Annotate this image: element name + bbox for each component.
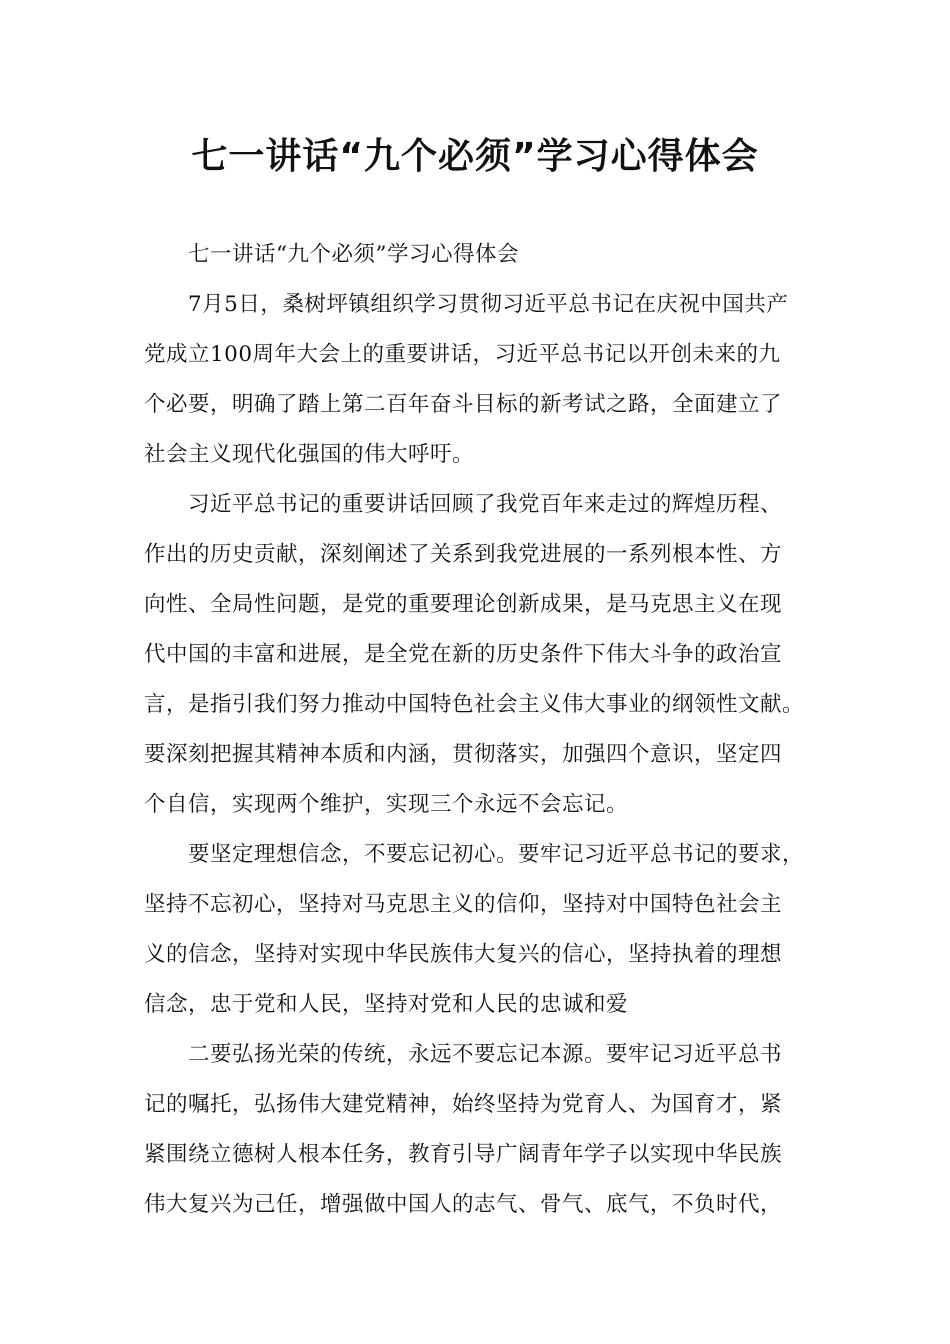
body-line: 信念，忠于党和人民，坚持对党和人民的忠诚和爱 <box>144 992 629 1017</box>
body-line: 个必要，明确了踏上第二百年奋斗目标的新考试之路，全面建立了 <box>144 392 783 417</box>
body-line: 社会主义现代化强国的伟大呼吁。 <box>144 442 475 467</box>
body-line: 作出的历史贡献，深刻阐述了关系到我党进展的一系列根本性、方 <box>144 542 783 567</box>
document-body <box>144 230 824 1230</box>
body-line: 要坚定理想信念，不要忘记初心。要牢记习近平总书记的要求， <box>188 842 805 867</box>
body-line: 要深刻把握其精神本质和内涵，贯彻落实，加强四个意识，坚定四 <box>144 742 783 767</box>
body-line: 坚持不忘初心，坚持对马克思主义的信仰，坚持对中国特色社会主 <box>144 892 783 917</box>
body-line: 7月5日，桑树坪镇组织学习贯彻习近平总书记在庆祝中国共产 <box>188 292 789 317</box>
body-line: 言，是指引我们努力推动中国特色社会主义伟大事业的纲领性文献。 <box>144 692 805 717</box>
body-line: 党成立100周年大会上的重要讲话，习近平总书记以开创未来的九 <box>144 342 781 367</box>
body-line: 记的嘱托，弘扬伟大建党精神，始终坚持为党育人、为国育才，紧 <box>144 1092 783 1117</box>
body-line: 习近平总书记的重要讲话回顾了我党百年来走过的辉煌历程、 <box>188 492 783 517</box>
body-line: 义的信念，坚持对实现中华民族伟大复兴的信心，坚持执着的理想 <box>144 942 783 967</box>
body-line: 向性、全局性问题，是党的重要理论创新成果，是马克思主义在现 <box>144 592 783 617</box>
body-line: 七一讲话“九个必须”学习心得体会 <box>188 242 519 267</box>
body-line: 代中国的丰富和进展，是全党在新的历史条件下伟大斗争的政治宣 <box>144 642 783 667</box>
body-line: 二要弘扬光荣的传统，永远不要忘记本源。要牢记习近平总书 <box>188 1042 783 1067</box>
body-line: 紧围绕立德树人根本任务，教育引导广阔青年学子以实现中华民族 <box>144 1142 783 1167</box>
document-title: 七一讲话“九个必须”学习心得体会 <box>191 136 759 177</box>
body-line: 个自信，实现两个维护，实现三个永远不会忘记。 <box>144 792 629 817</box>
body-line: 伟大复兴为己任，增强做中国人的志气、骨气、底气，不负时代， <box>144 1192 783 1217</box>
